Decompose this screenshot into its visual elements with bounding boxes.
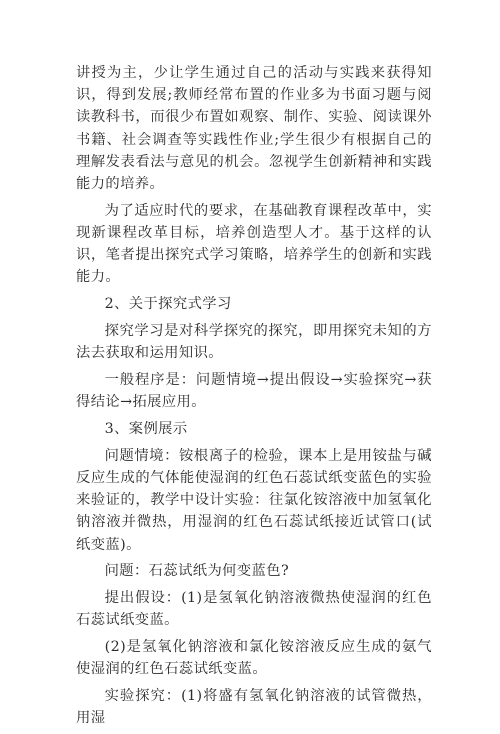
paragraph: 讲授为主，少让学生通过自己的活动与实践来获得知识，得到发展;教师经常布置的作业多为书面习题与阅读教科书，而很少布置如观察、制作、实验、阅读课外书籍、社会调查等实践性作业;学生很少有根据自己的理解发表看法与意见的机会。忽视学生创新精神和实践能力的培养。 xyxy=(76,65,432,193)
paragraph: 实验探究：(1)将盛有氢氧化钠溶液的试管微热，用湿 xyxy=(76,688,432,727)
paragraph: 探究学习是对科学探究的探究，即用探究未知的方法去获取和运用知识。 xyxy=(76,323,432,362)
paragraph: 提出假设：(1)是氢氧化钠溶液微热使湿润的红色石蕊试纸变蓝。 xyxy=(76,590,432,629)
section-heading: 3、案例展示 xyxy=(104,421,188,438)
paragraph: 为了适应时代的要求，在基础教育课程改革中，实现新课程改革目标，培养创造型人才。基于这样的认识，笔者提出探究式学习策略，培养学生的创新和实践能力。 xyxy=(76,202,432,286)
paragraph: 问题情境：铵根离子的检验，课本上是用铵盐与碱反应生成的气体能使湿润的红色石蕊试纸变蓝色的实验来验证的，教学中设计实验：往氯化铵溶液中加氢氧化钠溶液并微热，用湿润的红色石蕊试纸接近试管口(试纸变蓝)。 xyxy=(76,447,432,553)
document-body xyxy=(76,62,432,734)
paragraph: (2)是氢氧化钠溶液和氯化铵溶液反应生成的氨气使湿润的红色石蕊试纸变蓝。 xyxy=(76,639,432,678)
paragraph: 一般程序是：问题情境→提出假设→实验探究→获得结论→拓展应用。 xyxy=(76,372,432,411)
section-heading: 2、关于探究式学习 xyxy=(104,296,232,313)
paragraph: 问题：石蕊试纸为何变蓝色? xyxy=(104,563,290,580)
